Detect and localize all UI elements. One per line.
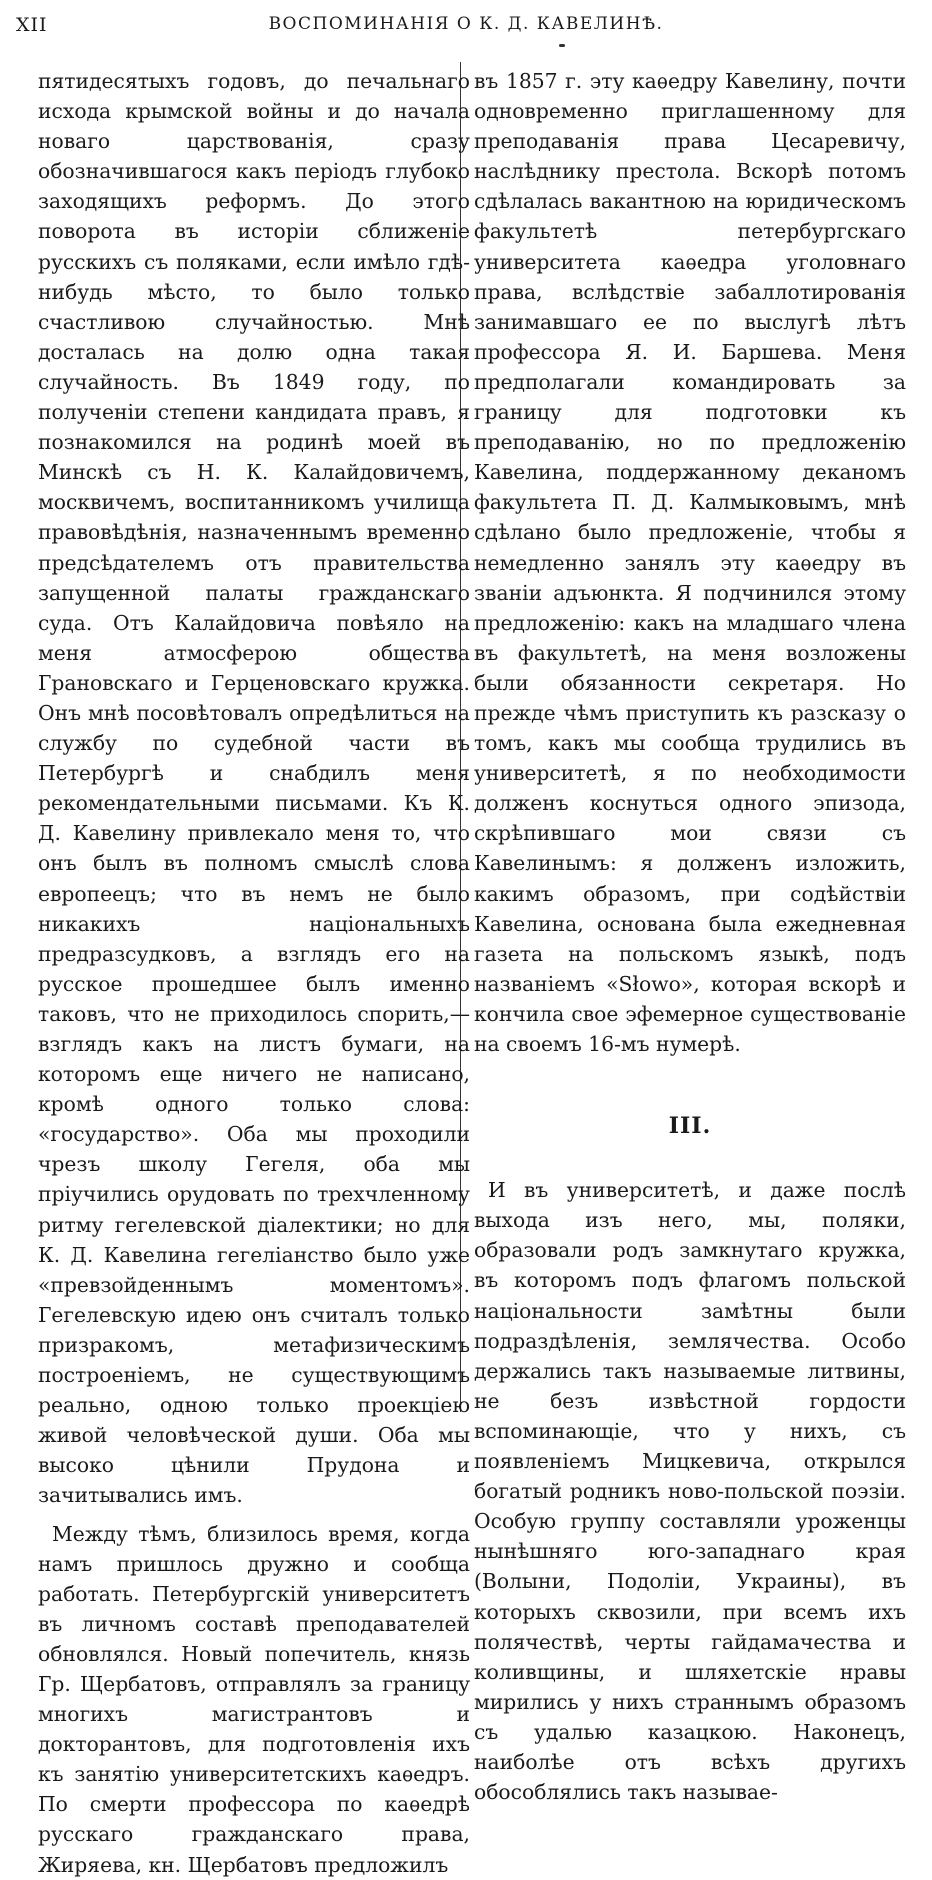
left-paragraph-1: пятидесятыхъ годовъ, до печальнаго исхода крымской войны и до начала новаго царствованія, сразу обозначившагося какъ періодъ глубоко заходящихъ реформъ. До этого поворота въ исторіи сближеніе русскихъ съ поляками, если имѣло гдѣ-нибудь мѣсто, то было только счастливою случайностью. Мнѣ досталась на долю одна такая случайность. Въ 1849 году, по полученіи степени кандидата правъ, я познакомился на родинѣ моей въ Минскѣ съ Н. К. Калайдовичемъ, москвичемъ, воспитанникомъ училища правовѣдѣнія, назначеннымъ временно предсѣдателемъ отъ правительства запущенной палаты гражданскаго суда. Отъ Калайдовича повѣяло на меня атмосферою общества Грановскаго и Герценовскаго кружка. Онъ мнѣ посовѣтовалъ опредѣлиться на службу по судебной части въ Петербургѣ и снабдилъ меня рекомендательными письмами. Къ К. Д. Кавелину привлекало меня то, что онъ былъ въ полномъ смыслѣ слова европеецъ; что въ немъ не было никакихъ національныхъ предразсудковъ, а взглядъ его на русское прошедшее былъ именно таковъ, что не приходилось спорить,—взглядъ какъ на листъ бумаги, на которомъ еще ничего не написано, кромѣ одного только слова: «государство». Оба мы проходили чрезъ школу Гегеля, оба мы пріучились орудовать по трехчленному ритму гегелевской діалектики; но для К. Д. Кавелина гегеліанство было уже «превзойденнымъ моментомъ». Гегелевскую идею онъ считалъ только призракомъ, метафизическимъ построеніемъ, не существующимъ реально, одною только проекціею живой человѣческой души. Оба мы высоко цѣнили Прудона и зачитывались имъ. [38, 69, 470, 1508]
right-paragraph-1: въ 1857 г. эту каѳедру Кавелину, почти одновременно приглашенному для преподаванія права Цесаревичу, наслѣднику престола. Вскорѣ потомъ сдѣлалась вакантною на юридическомъ факультетѣ петербургскаго университета каѳедра уголовнаго права, вслѣдствіе забаллотированія занимавшаго ее по выслугѣ лѣтъ профессора Я. И. Баршева. Меня предполагали командировать за границу для подготовки къ преподаванію, но по предложенію Кавелина, поддержанному деканомъ факультета П. Д. Калмыковымъ, мнѣ сдѣлано было предложеніе, чтобы я немедленно занялъ эту каѳедру въ званіи адъюнкта. Я подчинился этому предложенію: какъ на младшаго члена въ факультетѣ, на меня возложены были обязанности секретаря. Но прежде чѣмъ приступить къ разсказу о томъ, какъ мы сообща трудились въ университетѣ, я по необходимости долженъ коснуться одного эпизода, скрѣпившаго мои связи съ Кавелинымъ: я долженъ изложить, какимъ образомъ, при содѣйствіи Кавелина, основана была ежедневная газета на польскомъ языкѣ, подъ названіемъ «Słowo», которая вскорѣ и кончила свое эфемерное существованіе на своемъ 16-мъ нумерѣ. [474, 69, 906, 1056]
left-paragraph-2: Между тѣмъ, близилось время, когда намъ пришлось дружно и сообща работать. Петербургскій университетъ въ личномъ составѣ преподавателей обновлялся. Новый попечитель, князь Гр. Щербатовъ, отправлялъ за границу многихъ магистрантовъ и докторантовъ, для подготовленія ихъ къ занятію университетскихъ каѳедръ. По смерти профессора по каѳедрѣ русскаго гражданскаго права, Жиряева, кн. Щербатовъ предложилъ [38, 1521, 470, 1877]
page-header [16, 14, 916, 54]
right-paragraph-2: И въ университетѣ, и даже послѣ выхода изъ него, мы, поляки, образовали родъ замкнутаго кружка, въ которомъ подъ флагомъ польской національности замѣтны были подраздѣленія, землячества. Особо держались такъ называемые литвины, не безъ извѣстной гордости вспоминающіе, что у нихъ, съ появленіемъ Мицкевича, открылся богатый родникъ ново-польской поэзіи. Особую группу составляли уроженцы нынѣшняго юго-западнаго края (Волыни, Подоліи, Украины), въ которыхъ сквозили, при всемъ ихъ полячествѣ, черты гайдамачества и коливщины, и шляхетскіе нравы мирились у нихъ страннымъ образомъ съ удалью казацкою. Наконецъ, наиболѣе отъ всѣхъ другихъ обособлялись такъ называе- [474, 1178, 906, 1805]
page-number: XII [16, 14, 48, 36]
section-heading: III. [668, 1113, 712, 1140]
running-title: ВОСПОМИНАНІЯ О К. Д. КАВЕЛИНѢ. [268, 14, 664, 34]
decorative-dot [559, 44, 565, 47]
right-column [474, 66, 906, 1807]
left-column [38, 66, 470, 1880]
